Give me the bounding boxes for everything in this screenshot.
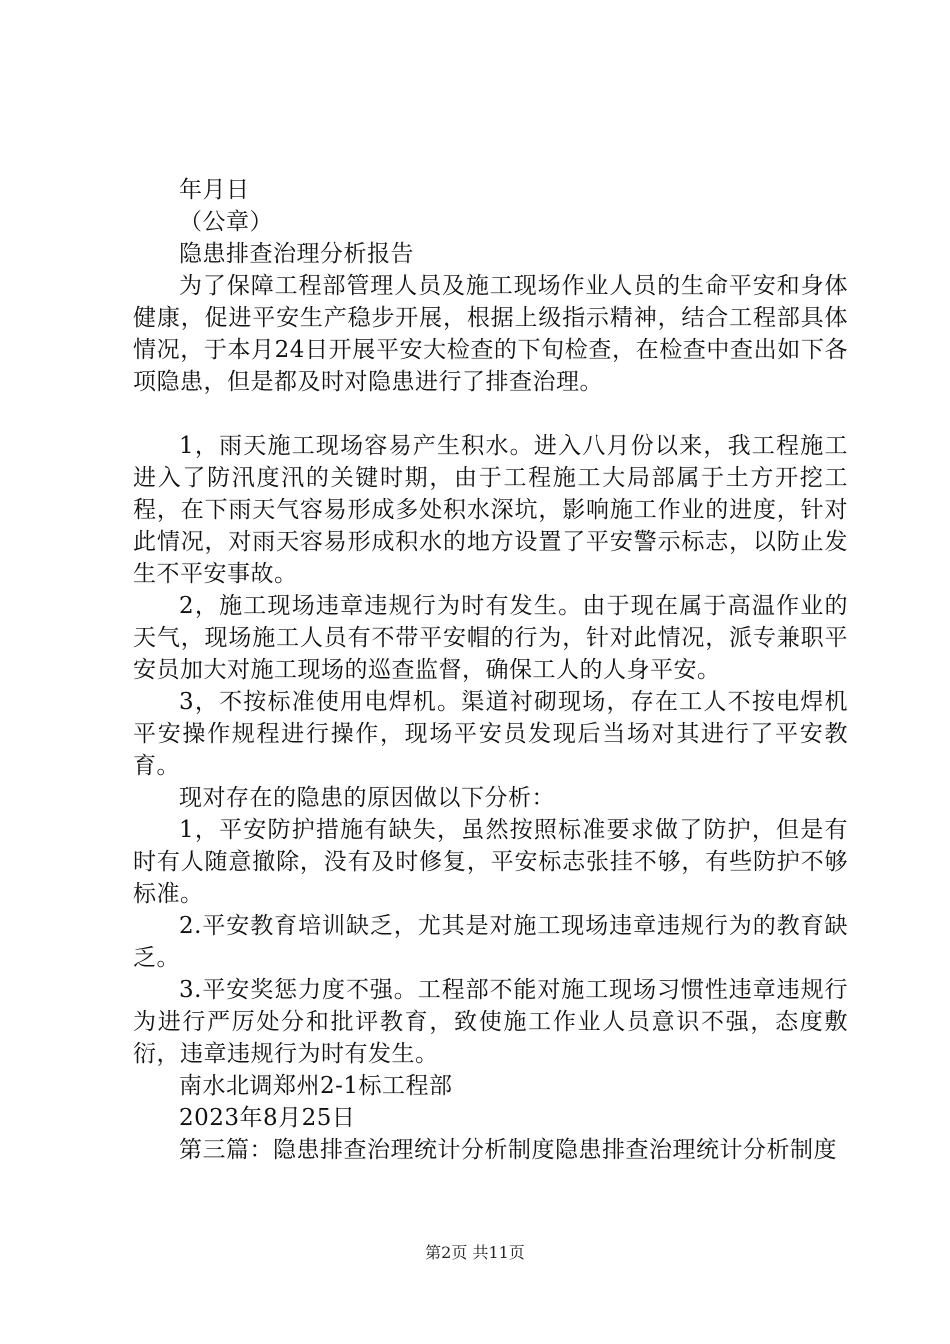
intro-paragraph: 为了保障工程部管理人员及施工现场作业人员的生命平安和身体健康，促进平安生产稳步开展，根据上级指示精神，结合工程部具体情况，于本月24日开展平安大检查的下旬检查，在检查中查出如下各项隐患，但是都及时对隐患进行了排查治理。	[133, 273, 848, 395]
next-section-title: 第三篇：隐患排查治理统计分析制度隐患排查治理统计分析制度	[179, 1137, 837, 1163]
official-seal-note: （公章）	[179, 209, 273, 235]
report-title: 隐患排查治理分析报告	[179, 241, 414, 267]
date-placeholder: 年月日	[179, 177, 250, 203]
document-body	[133, 174, 848, 1166]
analysis-item-3: 3.平安奖惩力度不强。工程部不能对施工现场习惯性违章违规行为进行严厉处分和批评教育，致使施工作业人员意识不强，态度敷衍，违章违规行为时有发生。	[133, 977, 848, 1067]
analysis-item-2: 2.平安教育培训缺乏，尤其是对施工现场违章违规行为的教育缺乏。	[133, 913, 848, 971]
analysis-heading: 现对存在的隐患的原因做以下分析：	[179, 785, 555, 811]
page-footer: 第2页 共11页	[425, 1243, 525, 1262]
analysis-item-1: 1，平安防护措施有缺失，虽然按照标准要求做了防护，但是有时有人随意撤除，没有及时修复，平安标志张挂不够，有些防护不够标准。	[133, 817, 848, 907]
signature-date: 2023年8月25日	[179, 1105, 356, 1131]
hazard-item-2: 2，施工现场违章违规行为时有发生。由于现在属于高温作业的天气，现场施工人员有不带平安帽的行为，针对此情况，派专兼职平安员加大对施工现场的巡查监督，确保工人的人身平安。	[133, 593, 848, 683]
hazard-item-1: 1，雨天施工现场容易产生积水。进入八月份以来，我工程施工进入了防汛度汛的关键时期，由于工程施工大局部属于土方开挖工程，在下雨天气容易形成多处积水深坑，影响施工作业的进度，针对此情况，对雨天容易形成积水的地方设置了平安警示标志，以防止发生不平安事故。	[133, 433, 848, 587]
signature-department: 南水北调郑州2-1标工程部	[179, 1073, 453, 1099]
hazard-item-3: 3，不按标准使用电焊机。渠道衬砌现场，存在工人不按电焊机平安操作规程进行操作，现场平安员发现后当场对其进行了平安教育。	[133, 689, 848, 779]
